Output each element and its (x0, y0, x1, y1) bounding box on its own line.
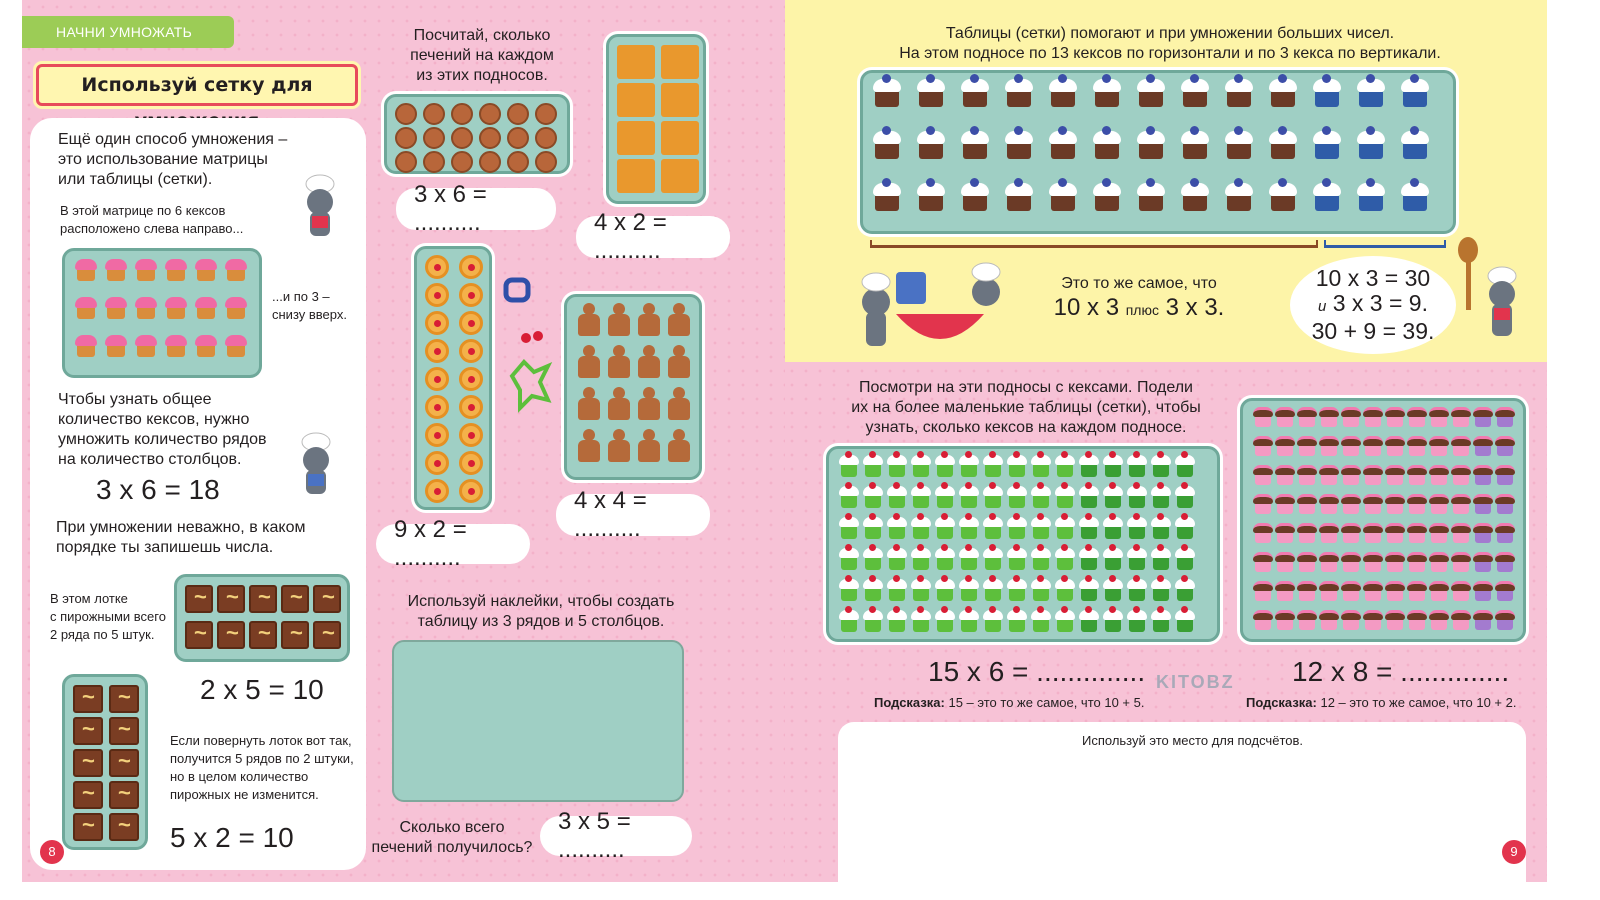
hint-12: Подсказка: 12 – это то же самое, что 10 + 2. (1246, 695, 1517, 710)
cookie-tray-3x6 (384, 94, 570, 174)
answer-3x5[interactable]: 3 x 5 = .......... (540, 816, 692, 856)
equation-2x5: 2 x 5 = 10 (200, 674, 324, 705)
answer-15x6[interactable]: 15 x 6 = .............. (928, 656, 1146, 687)
tart-tray-9x2 (414, 246, 492, 510)
intro-text: Ещё один способ умножения – это использование матрицы или таблицы (сетки). (58, 131, 288, 188)
wafer-tray-4x2 (606, 34, 706, 204)
same-as-text: Это то же самое, что 10 х 3 плюс 3 х 3. (1053, 275, 1225, 321)
hint-15: Подсказка: 15 – это то же самое, что 10 + 5. (874, 695, 1145, 710)
equation-5x2: 5 x 2 = 10 (170, 822, 294, 853)
cupcake-tray-12x8 (1240, 398, 1526, 642)
answer-4x2[interactable]: 4 x 2 = .......... (576, 216, 730, 258)
rotate-note: Если повернуть лоток вот так, получится 5 рядов по 2 штуки, но в целом количество пирожных не изменится. (170, 733, 354, 802)
brace-10-columns (870, 240, 1318, 248)
chef-mouse-icon (288, 430, 344, 500)
equation-3x6: 3 x 6 = 18 (96, 474, 220, 505)
gingerbread-tray-4x4 (564, 294, 702, 480)
brownie-tray-5x2 (62, 674, 148, 850)
brace-3-columns (1324, 240, 1446, 248)
chef-mouse-icon (292, 172, 348, 242)
watermark: KITOBZ (1156, 672, 1235, 692)
matrix-note-2: ...и по 3 – снизу вверх. (272, 289, 347, 322)
page-title: Используй сетку для (36, 64, 358, 106)
answer-4x4[interactable]: 4 x 4 = .......... (556, 494, 710, 536)
answer-bubble: 10 х 3 = 30 и 3 х 3 = 9. 30 + 9 = 39. (1290, 256, 1456, 354)
how-many-text: Сколько всего печений получилось? (371, 819, 533, 856)
chef-mouse-spoon-icon (1456, 236, 1526, 355)
page-number-right: 9 (1502, 840, 1526, 864)
answer-12x8[interactable]: 12 x 8 = .............. (1292, 656, 1510, 687)
brownie-tray-2x5 (174, 574, 350, 662)
sticker-prompt: Используй наклейки, чтобы создать таблицу из 3 рядов и 5 столбцов. (407, 593, 675, 630)
order-text: При умножении неважно, в каком порядке ты запишешь числа. (56, 519, 306, 556)
matrix-note: В этой матрице по 6 кексов расположено слева направо... (60, 203, 244, 236)
answer-9x2[interactable]: 9 x 2 = .......... (376, 524, 530, 564)
total-text: Чтобы узнать общее количество кексов, нужно умножить количество рядов на количество столбцов. (58, 391, 267, 468)
cake-tray-13x3 (860, 70, 1456, 234)
tray-note: В этом лотке с пирожными всего 2 ряда по 5 штук. (50, 591, 166, 642)
muffin-tray-3x6 (62, 248, 262, 378)
right-intro-text: Таблицы (сетки) помогают и при умножении больших чисел. На этом подносе по 13 кексов по горизонтали и по 3 кекса по вертикали. (899, 25, 1441, 62)
cupcake-tray-15x6 (826, 446, 1220, 642)
section-tab: НАЧНИ УМНОЖАТЬ (22, 16, 234, 48)
sticker-area[interactable] (392, 640, 684, 802)
scratch-label: Используй это место для подсчётов. (1082, 733, 1303, 748)
count-prompt: Посчитай, сколько печений на каждом из этих подносов. (410, 27, 554, 84)
answer-3x6[interactable]: 3 x 6 = .......... (396, 188, 556, 230)
trays-instruction: Посмотри на эти подносы с кексами. Подели их на более маленькие таблицы (сетки), чтобы узнать, сколько кексов на каждом подносе. (851, 379, 1201, 436)
page-number-left: 8 (40, 840, 64, 864)
mice-baking-icon (836, 252, 1026, 361)
cookie-cutter-icon (502, 276, 562, 421)
